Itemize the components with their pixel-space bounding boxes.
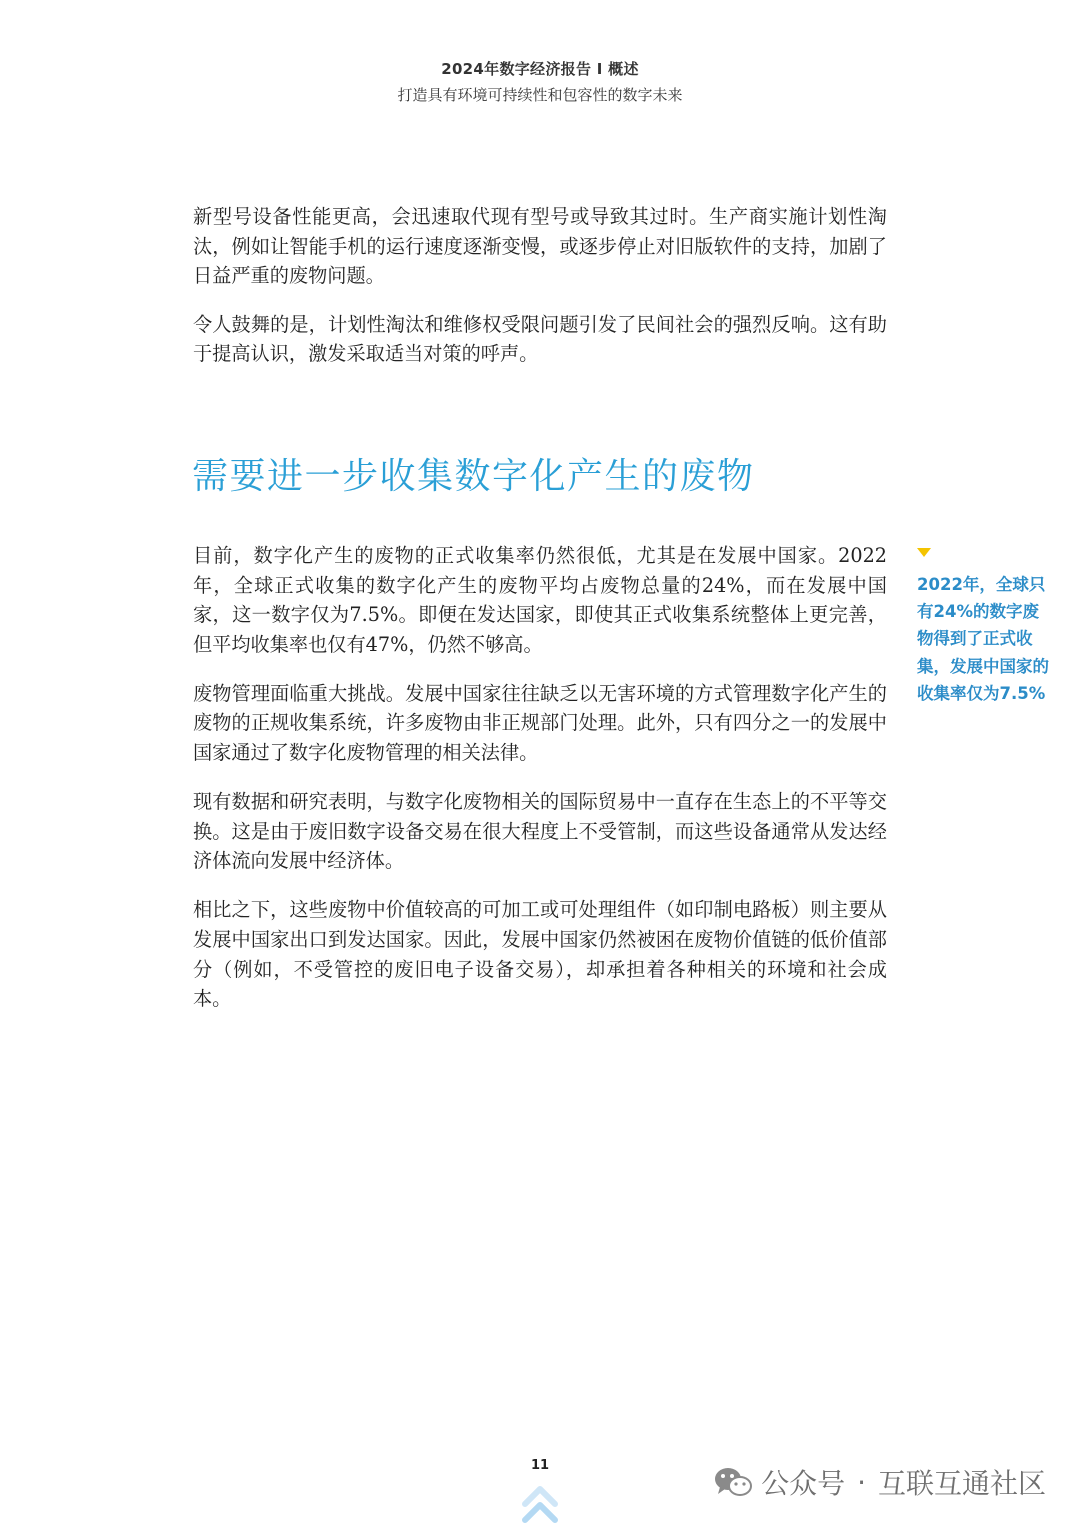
paragraph: 令人鼓舞的是，计划性淘汰和维修权受限问题引发了民间社会的强烈反响。这有助于提高认识，激发采取适当对策的呼声。 [193, 312, 887, 366]
paragraph: 新型号设备性能更高，会迅速取代现有型号或导致其过时。生产商实施计划性淘汰，例如让智能手机的运行速度逐渐变慢，或逐步停止对旧版软件的支持，加剧了日益严重的废物问题。 [193, 205, 887, 288]
wechat-icon [713, 1465, 753, 1499]
watermark-label: 公众号 [761, 1467, 846, 1500]
section-heading: 需要进一步收集数字化产生的废物 [192, 456, 755, 497]
triangle-marker-icon [917, 548, 931, 557]
wechat-watermark [713, 1462, 1046, 1502]
watermark-name: 互联互通社区 [877, 1467, 1046, 1500]
section-body [193, 541, 887, 1014]
callout-text: 2022年，全球只有24%的数字废物得到了正式收集，发展中国家的收集率仅为7.5% [917, 575, 1049, 703]
scroll-up-chevron-icon[interactable] [521, 1480, 559, 1526]
report-subtitle: 打造具有环境可持续性和包容性的数字未来 [397, 86, 683, 104]
paragraph: 相比之下，这些废物中价值较高的可加工或可处理组件（如印制电路板）则主要从发展中国家出口到发达国家。因此，发展中国家仍然被困在废物价值链的低价值部分（例如，不受管控的废旧电子设备交易），却承担着各种相关的环境和社会成本。 [193, 898, 887, 1011]
watermark-separator: · [857, 1465, 866, 1499]
paragraph: 目前，数字化产生的废物的正式收集率仍然很低，尤其是在发展中国家。2022年，全球正式收集的数字化产生的废物平均占废物总量的24%，而在发展中国家，这一数字仅为7.5%。即便在发达国家，即使其正式收集系统整体上更完善，但平均收集率也仅有47%，仍然不够高。 [193, 544, 887, 656]
paragraph: 现有数据和研究表明，与数字化废物相关的国际贸易中一直存在生态上的不平等交换。这是由于废旧数字设备交易在很大程度上不受管制，而这些设备通常从发达经济体流向发展中经济体。 [193, 790, 887, 873]
intro-text [193, 202, 887, 369]
sidebar-callout [917, 548, 1052, 707]
page-header [0, 58, 1080, 105]
page-number: 11 [530, 1458, 550, 1473]
paragraph: 废物管理面临重大挑战。发展中国家往往缺乏以无害环境的方式管理数字化产生的废物的正规收集系统，许多废物由非正规部门处理。此外，只有四分之一的发展中国家通过了数字化废物管理的相关法律。 [193, 681, 887, 765]
report-title: 2024年数字经济报告 I 概述 [441, 60, 639, 78]
